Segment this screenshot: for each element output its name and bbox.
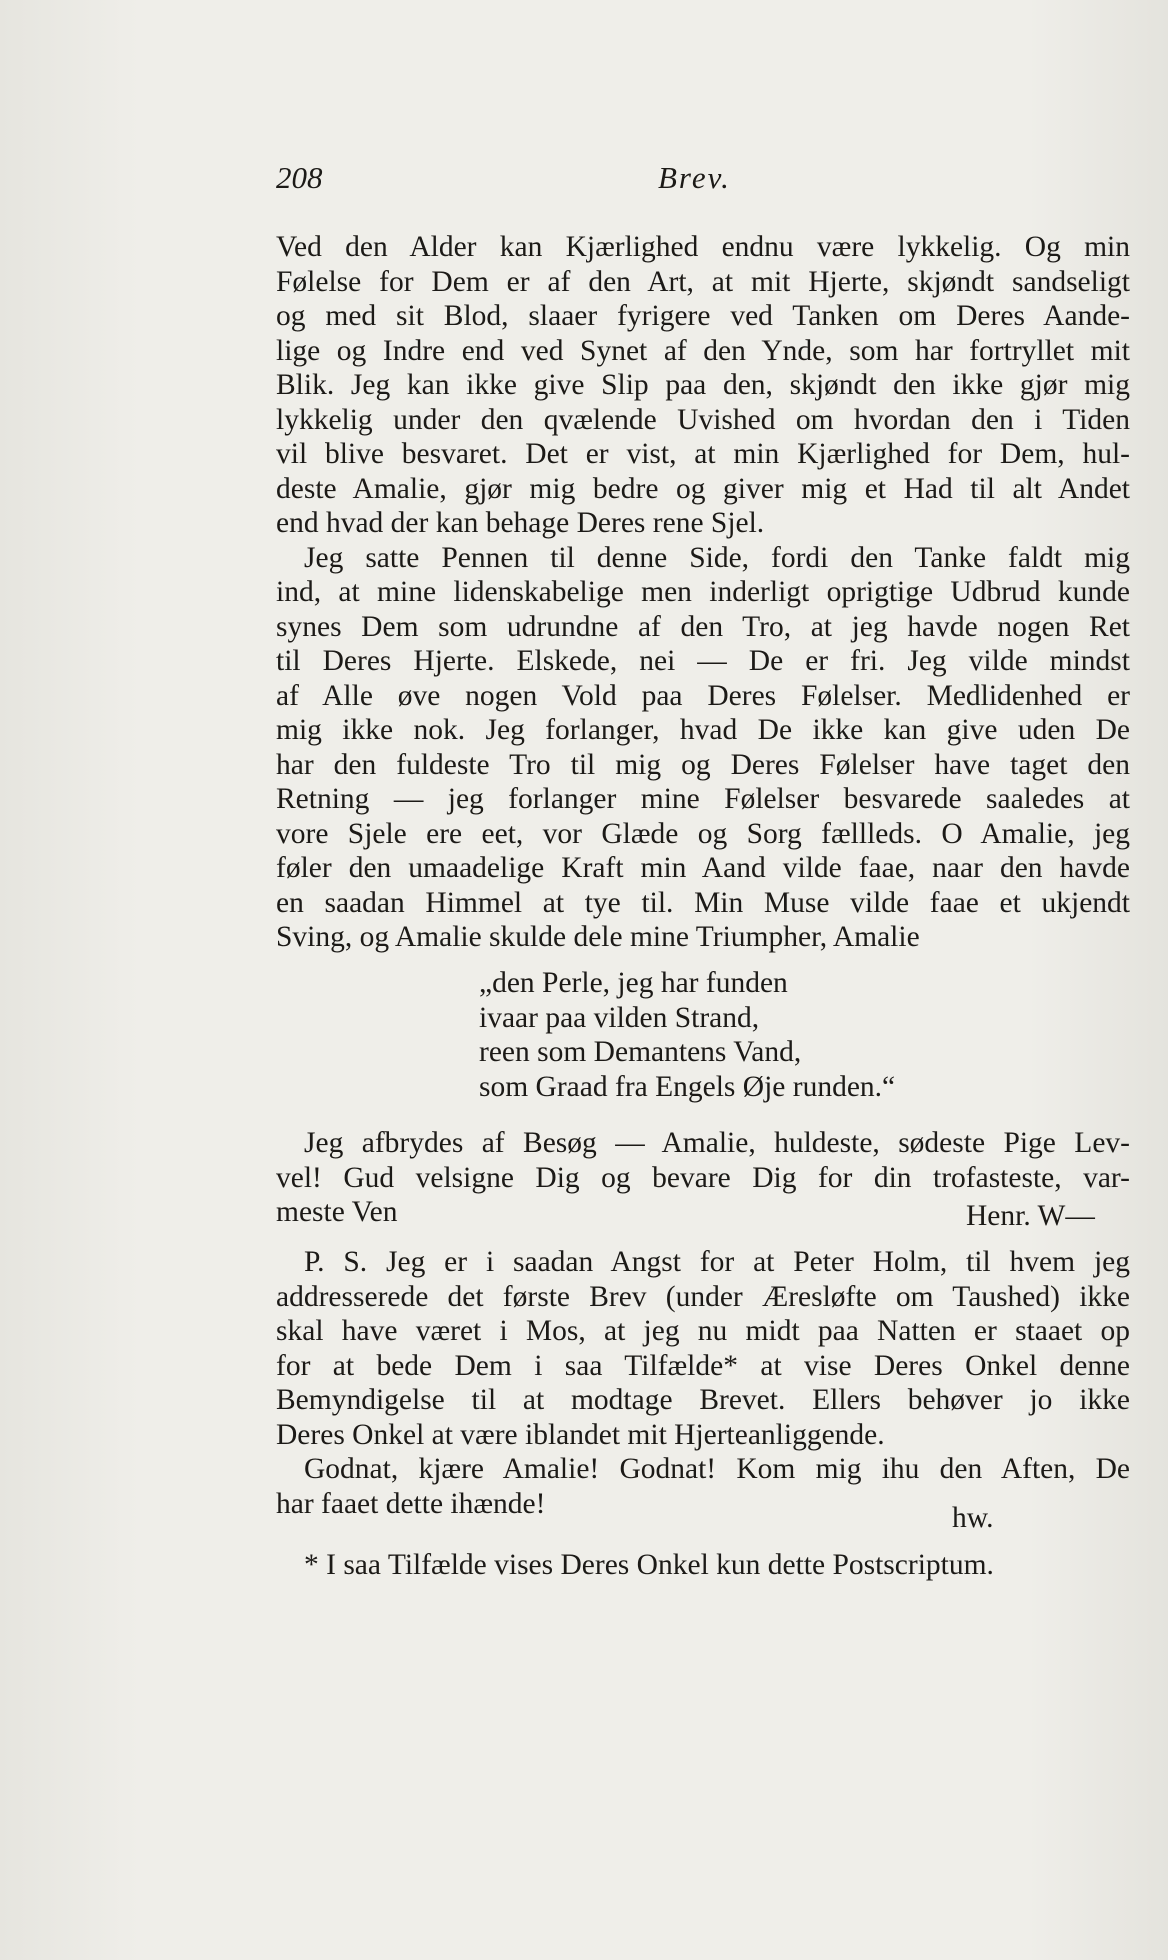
body-line: føler den umaadelige Kraft min Aand vilde faae, naar den havde — [276, 852, 1130, 884]
postscript-line: P. S. Jeg er i saadan Angst for at Peter Holm, til hvem jeg — [304, 1246, 1130, 1278]
body-line: lige og Indre end ved Synet af den Ynde, som har fortryllet mit — [276, 334, 1130, 367]
verse-line: som Graad fra Engels Øje runden.“ — [479, 1070, 896, 1103]
body-line: af Alle øve nogen Vold paa Deres Følelser. Medlidenhed er — [276, 679, 1130, 712]
body-line: Ved den Alder kan Kjærlighed endnu være lykkelig. Og min — [276, 231, 1130, 263]
body-line: Retning — jeg forlanger mine Følelser besvarede saaledes at — [276, 783, 1130, 815]
postscript-line: Bemyndigelse til at modtage Brevet. Ellers behøver jo ikke — [276, 1384, 1130, 1416]
postscript-line: for at bede Dem i saa Tilfælde* at vise Deres Onkel denne — [276, 1349, 1130, 1382]
page-header — [276, 160, 1130, 210]
verse-quote — [479, 966, 979, 1104]
verse-line: „den Perle, jeg har funden — [479, 967, 788, 999]
body-line: vore Sjele ere eet, vor Glæde og Sorg fællleds. O Amalie, jeg — [276, 817, 1130, 850]
body-line: Sving, og Amalie skulde dele mine Triumpher, Amalie — [276, 921, 920, 953]
body-line: Blik. Jeg kan ikke give Slip paa den, skjøndt den ikke gjør mig — [276, 369, 1130, 401]
postscript-line: addresserede det første Brev (under Æresløfte om Taushed) ikke — [276, 1280, 1130, 1313]
body-line: har den fuldeste Tro til mig og Deres Følelser have taget den — [276, 748, 1130, 781]
postscript — [276, 1245, 1130, 1521]
signature-initials: hw. — [952, 1502, 994, 1534]
body-line: og med sit Blod, slaaer fyrigere ved Tanken om Deres Aande- — [276, 300, 1130, 332]
body-line: ind, at mine lidenskabelige men inderligt oprigtige Udbrud kunde — [276, 576, 1130, 608]
body-line: end hvad der kan behage Deres rene Sjel. — [276, 507, 765, 539]
body-line: Jeg satte Pennen til denne Side, fordi den Tanke faldt mig — [304, 541, 1130, 574]
body-line: lykkelig under den qvælende Uvished om hvordan den i Tiden — [276, 403, 1130, 436]
body-line: Følelse for Dem er af den Art, at mit Hjerte, skjøndt sandseligt — [276, 265, 1130, 298]
running-title: Brev. — [658, 160, 731, 195]
signature: Henr. W— — [966, 1200, 1095, 1232]
closing-line: meste Ven — [276, 1196, 398, 1228]
postscript-line: Deres Onkel at være iblandet mit Hjerteanliggende. — [276, 1418, 885, 1451]
postscript-line: Godnat, kjære Amalie! Godnat! Kom mig ihu den Aften, De — [304, 1453, 1130, 1485]
letter-body — [276, 230, 1130, 955]
page-number: 208 — [276, 160, 323, 195]
body-line: synes Dem som udrundne af den Tro, at jeg havde nogen Ret — [276, 610, 1130, 643]
body-line: til Deres Hjerte. Elskede, nei — De er fri. Jeg vilde mindst — [276, 645, 1130, 677]
verse-line: reen som Demantens Vand, — [479, 1036, 802, 1068]
body-line: deste Amalie, gjør mig bedre og giver mig et Had til alt Andet — [276, 472, 1130, 505]
verse-line: ivaar paa vilden Strand, — [479, 1001, 760, 1034]
footnote: * I saa Tilfælde vises Deres Onkel kun dette Postscriptum. — [304, 1549, 994, 1581]
closing-line: vel! Gud velsigne Dig og bevare Dig for din trofasteste, var- — [276, 1161, 1130, 1194]
postscript-line: har faaet dette ihænde! — [276, 1487, 546, 1520]
postscript-line: skal have været i Mos, at jeg nu midt paa Natten er staaet op — [276, 1315, 1130, 1347]
body-line: vil blive besvaret. Det er vist, at min Kjærlighed for Dem, hul- — [276, 438, 1130, 470]
body-line: en saadan Himmel at tye til. Min Muse vilde faae et ukjendt — [276, 886, 1130, 919]
closing-line: Jeg afbrydes af Besøg — Amalie, huldeste, sødeste Pige Lev- — [304, 1127, 1130, 1159]
body-line: mig ikke nok. Jeg forlanger, hvad De ikke kan give uden De — [276, 714, 1130, 746]
